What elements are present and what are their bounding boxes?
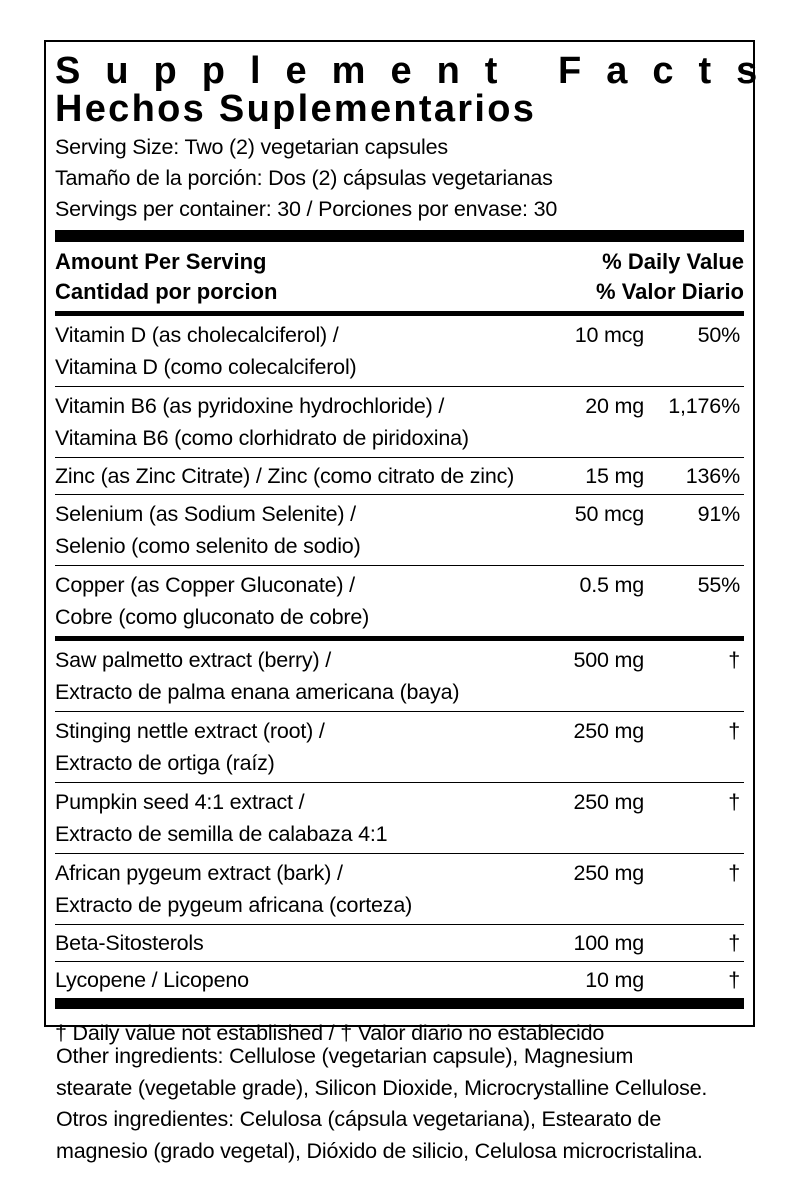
nutrient-name-line: Copper (as Copper Gluconate) / bbox=[55, 573, 355, 597]
nutrient-name bbox=[55, 964, 532, 996]
nutrient-name bbox=[55, 715, 532, 779]
nutrient-amount: 500 mg bbox=[573, 648, 644, 672]
nutrient-daily-value: 136% bbox=[685, 464, 740, 488]
nutrient-name-line: Extracto de pygeum africana (corteza) bbox=[55, 893, 413, 917]
nutrient-row bbox=[55, 316, 744, 387]
nutrient-name-line: Selenium (as Sodium Selenite) / bbox=[55, 502, 356, 526]
cantidad-por-porcion-label: Cantidad por porcion bbox=[55, 279, 278, 304]
nutrient-amount: 10 mg bbox=[585, 968, 644, 992]
divider-bottom bbox=[55, 998, 744, 1009]
nutrient-amount: 20 mg bbox=[585, 394, 644, 418]
amount-per-serving-label: Amount Per Serving bbox=[55, 249, 267, 274]
nutrient-row bbox=[55, 458, 744, 495]
nutrient-name-line: Beta-Sitosterols bbox=[55, 931, 204, 955]
nutrient-daily-value: 55% bbox=[697, 573, 740, 597]
nutrient-name bbox=[55, 927, 532, 959]
nutrient-name-line: Extracto de palma enana americana (baya) bbox=[55, 680, 460, 704]
nutrient-daily-value: † bbox=[728, 790, 740, 814]
serving-size-es: Tamaño de la porción: Dos (2) cápsulas vegetarianas bbox=[55, 166, 553, 190]
nutrient-amount: 0.5 mg bbox=[579, 573, 644, 597]
nutrient-row bbox=[55, 566, 744, 636]
nutrient-amount: 15 mg bbox=[585, 464, 644, 488]
nutrient-name bbox=[55, 857, 532, 921]
nutrient-name bbox=[55, 319, 532, 383]
title-spanish: Hechos Suplementarios bbox=[55, 88, 537, 130]
nutrient-name bbox=[55, 498, 532, 562]
nutrient-daily-value: 1,176% bbox=[668, 394, 740, 418]
nutrient-amount: 10 mcg bbox=[574, 323, 644, 347]
nutrient-name-line: Lycopene / Licopeno bbox=[55, 968, 249, 992]
nutrient-name bbox=[55, 460, 532, 492]
other-ingredients-line: stearate (vegetable grade), Silicon Dioxide, Microcrystalline Cellulose. bbox=[56, 1075, 708, 1100]
other-ingredients-line: magnesio (grado vegetal), Dióxido de silicio, Celulosa microcristalina. bbox=[56, 1138, 703, 1163]
nutrient-row bbox=[55, 925, 744, 962]
nutrient-row bbox=[55, 387, 744, 458]
nutrient-daily-value: † bbox=[728, 861, 740, 885]
nutrient-name bbox=[55, 569, 532, 633]
nutrient-daily-value: † bbox=[728, 968, 740, 992]
nutrient-row bbox=[55, 641, 744, 712]
servings-per-container: Servings per container: 30 / Porciones por envase: 30 bbox=[55, 197, 558, 221]
nutrient-name-line: Vitamina D (como colecalciferol) bbox=[55, 355, 357, 379]
nutrient-name-line: Extracto de ortiga (raíz) bbox=[55, 751, 275, 775]
other-ingredients-line: Otros ingredientes: Celulosa (cápsula vegetariana), Estearato de bbox=[56, 1107, 662, 1131]
nutrient-amount: 250 mg bbox=[573, 790, 644, 814]
daily-value-label: % Daily Value bbox=[602, 249, 744, 274]
nutrient-row bbox=[55, 854, 744, 925]
nutrient-name-line: Zinc (as Zinc Citrate) / Zinc (como citrato de zinc) bbox=[55, 464, 515, 488]
nutrient-name-line: Saw palmetto extract (berry) / bbox=[55, 648, 331, 672]
nutrient-daily-value: † bbox=[728, 931, 740, 955]
column-header bbox=[55, 242, 744, 311]
nutrient-amount: 100 mg bbox=[573, 931, 644, 955]
nutrient-row bbox=[55, 495, 744, 566]
nutrient-name bbox=[55, 786, 532, 850]
nutrient-row bbox=[55, 712, 744, 783]
other-ingredients-line: Other ingredients: Cellulose (vegetarian capsule), Magnesium bbox=[56, 1044, 634, 1068]
nutrient-daily-value: † bbox=[728, 719, 740, 743]
nutrient-name bbox=[55, 644, 532, 708]
nutrient-amount: 250 mg bbox=[573, 861, 644, 885]
nutrient-daily-value: 50% bbox=[697, 323, 740, 347]
nutrient-name-line: Extracto de semilla de calabaza 4:1 bbox=[55, 822, 388, 846]
nutrient-daily-value: † bbox=[728, 648, 740, 672]
footnote: † Daily value not established / † Valor diario no establecido bbox=[55, 1021, 605, 1045]
herbals-section bbox=[55, 641, 744, 998]
nutrient-name-line: Stinging nettle extract (root) / bbox=[55, 719, 325, 743]
title-english: Supplement Facts bbox=[55, 50, 783, 92]
nutrient-name bbox=[55, 390, 532, 454]
divider-thick bbox=[55, 230, 744, 242]
nutrient-name-line: Cobre (como gluconato de cobre) bbox=[55, 605, 370, 629]
nutrient-name-line: Vitamin B6 (as pyridoxine hydrochloride) / bbox=[55, 394, 445, 418]
nutrient-amount: 250 mg bbox=[573, 719, 644, 743]
supplement-facts-panel bbox=[44, 40, 783, 1045]
serving-size-en: Serving Size: Two (2) vegetarian capsules bbox=[55, 135, 448, 159]
vitamins-section bbox=[55, 316, 744, 636]
nutrient-name-line: Selenio (como selenito de sodio) bbox=[55, 534, 361, 558]
nutrient-name-line: Vitamina B6 (como clorhidrato de piridoxina) bbox=[55, 426, 469, 450]
nutrient-amount: 50 mcg bbox=[574, 502, 644, 526]
valor-diario-label: % Valor Diario bbox=[596, 279, 744, 304]
nutrient-daily-value: 91% bbox=[697, 502, 740, 526]
nutrient-name-line: Pumpkin seed 4:1 extract / bbox=[55, 790, 305, 814]
nutrient-row bbox=[55, 783, 744, 854]
other-ingredients bbox=[56, 1041, 756, 1167]
nutrient-name-line: African pygeum extract (bark) / bbox=[55, 861, 343, 885]
nutrient-row bbox=[55, 962, 744, 998]
nutrient-name-line: Vitamin D (as cholecalciferol) / bbox=[55, 323, 339, 347]
